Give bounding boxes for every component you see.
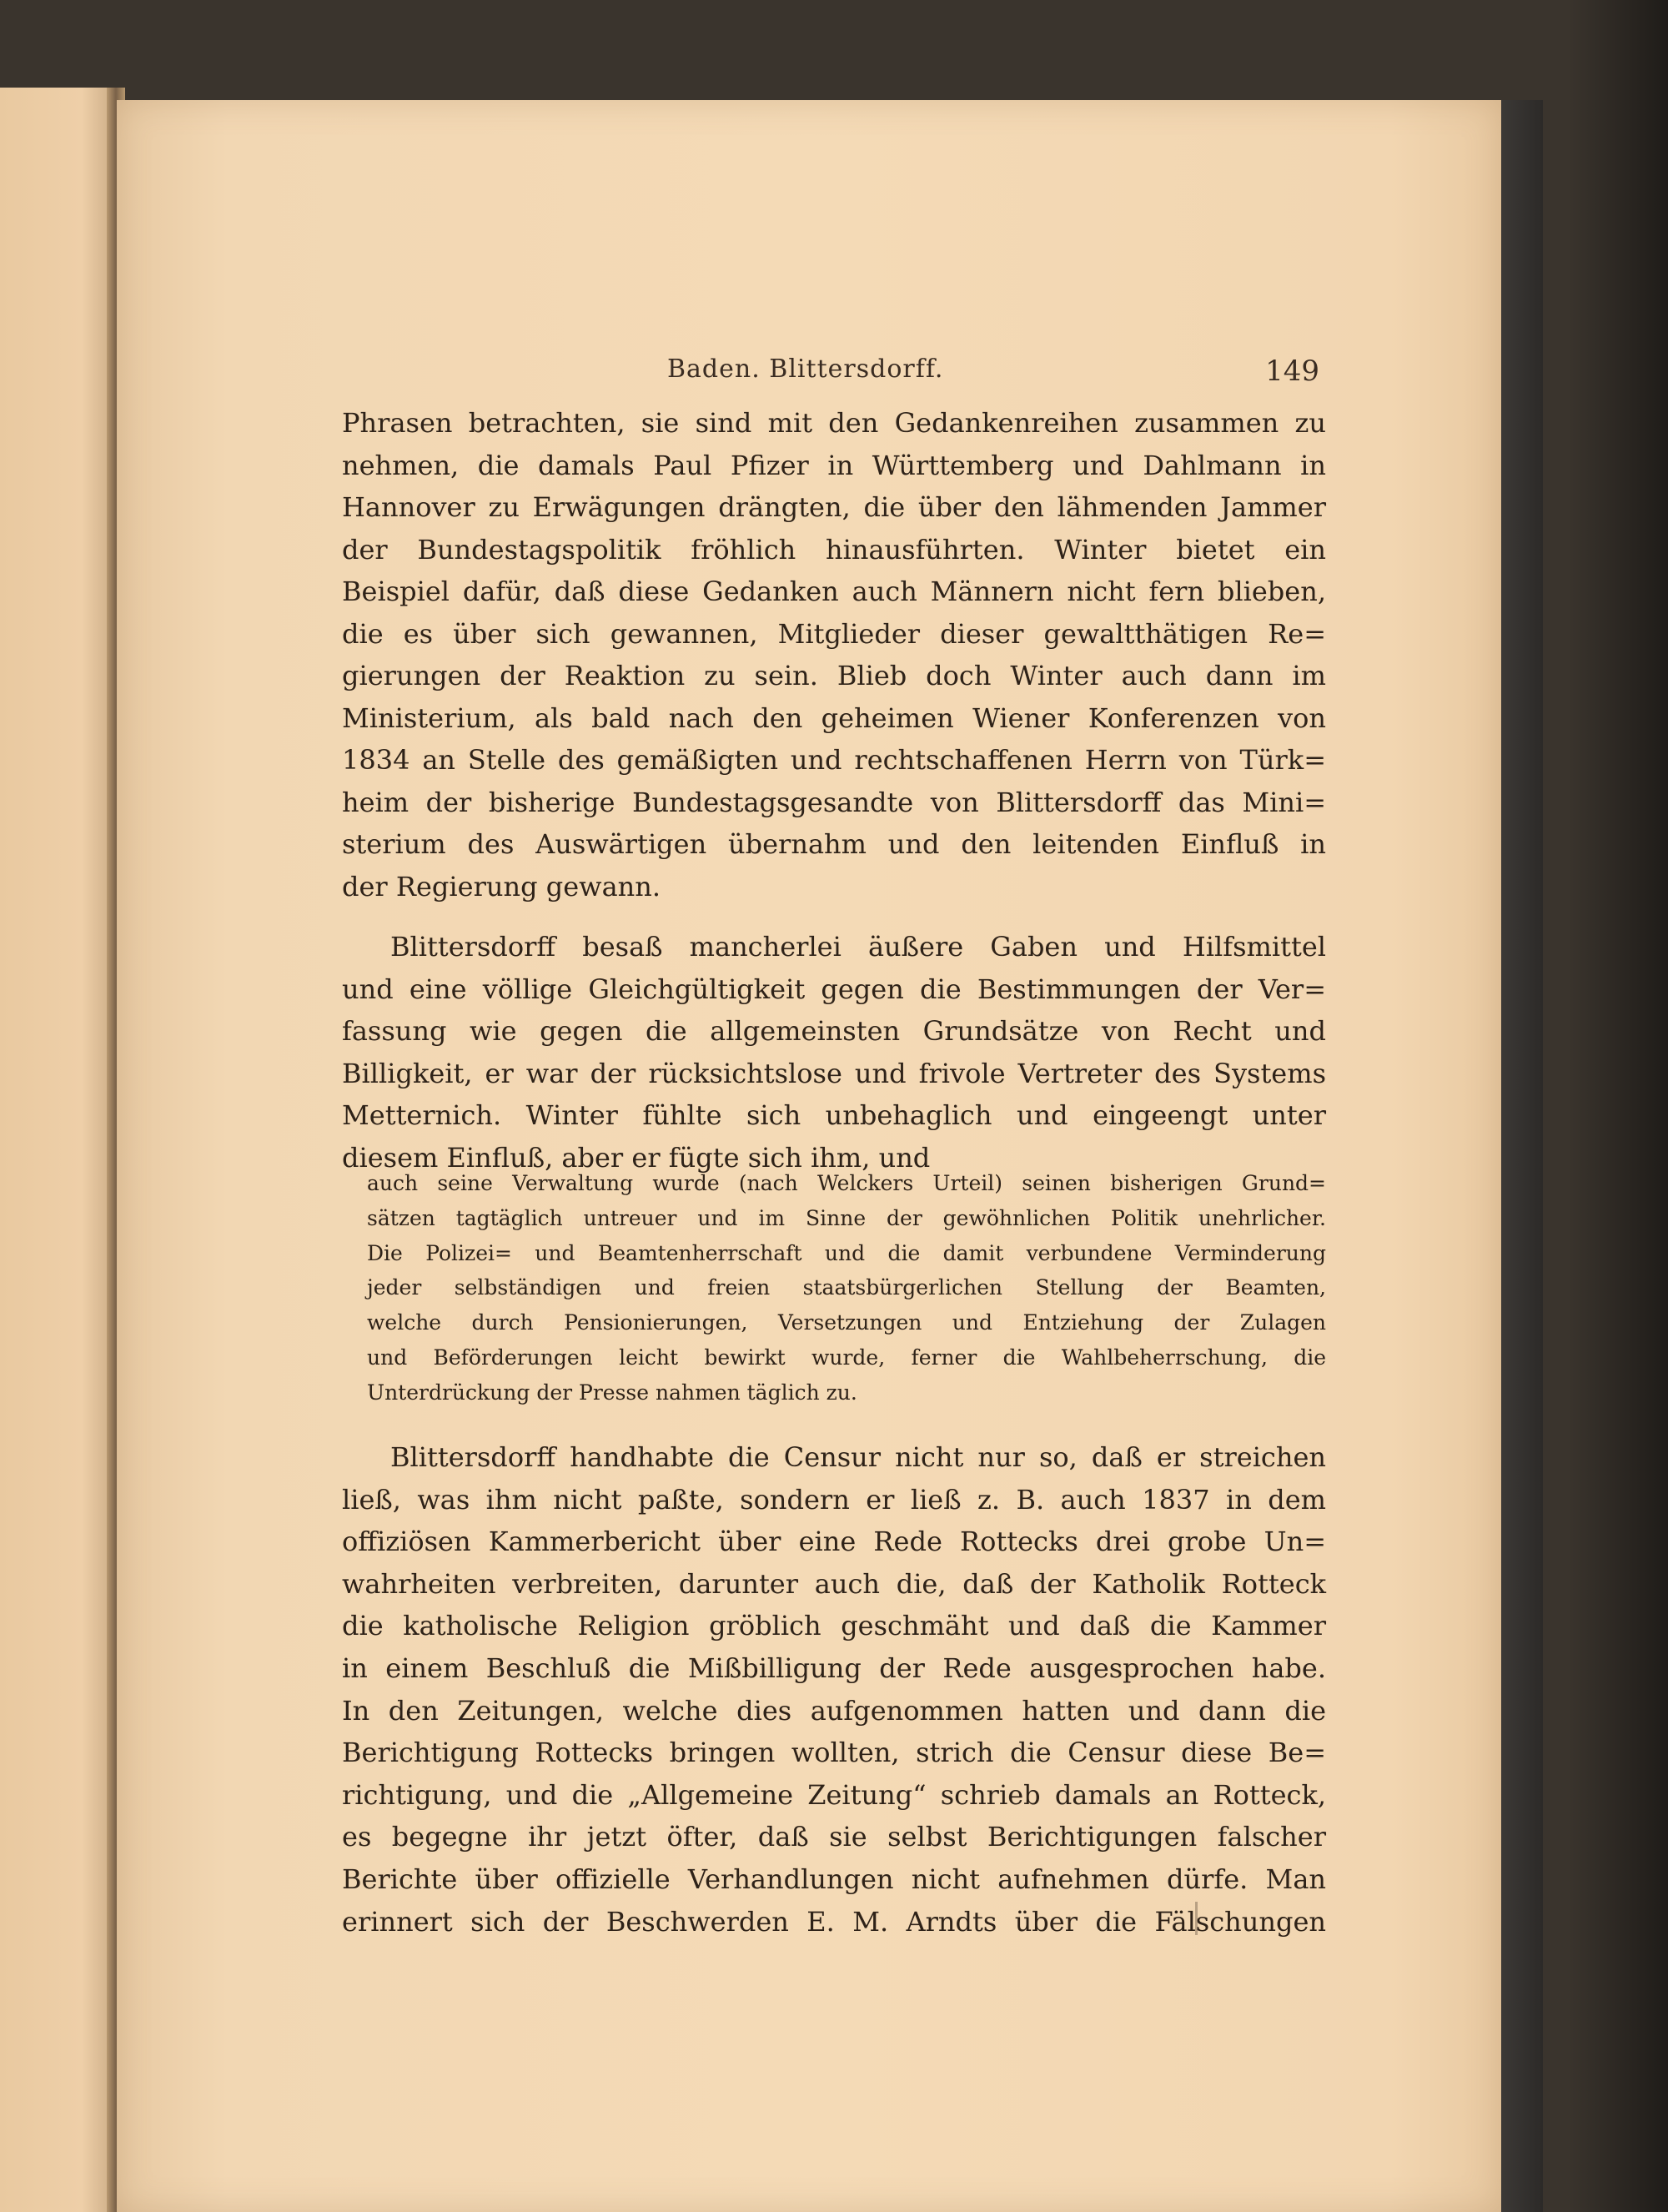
- text-line: wahrheiten verbreiten, darunter auch die, daß der Katholik Rotteck: [342, 1567, 1326, 1600]
- text-line: ließ, was ihm nicht paßte, sondern er ließ z. B. auch 1837 in dem: [342, 1483, 1326, 1516]
- previous-page-edge: [0, 88, 117, 2212]
- text-line: gierungen der Reaktion zu sein. Blieb doch Winter auch dann im: [342, 660, 1326, 691]
- text-line: der Bundestagspolitik fröhlich hinausführten. Winter bietet ein: [342, 533, 1326, 566]
- text-line: die katholische Religion gröblich geschmäht und daß die Kammer: [342, 1610, 1326, 1642]
- paragraph-2: [342, 926, 1326, 1179]
- page-number: 149: [1265, 354, 1319, 388]
- paragraph-1: [342, 402, 1326, 907]
- quote-line: Die Polizei= und Beamtenherrschaft und die damit verbundene Verminderung: [367, 1240, 1326, 1265]
- page-header: [117, 354, 1501, 396]
- text-line: Blittersdorff handhabte die Censur nicht nur so, daß er streichen: [390, 1441, 1326, 1473]
- quote-line: und Beförderungen leicht bewirkt wurde, ferner die Wahlbeherrschung, die: [367, 1345, 1326, 1370]
- text-line: die es über sich gewannen, Mitglieder dieser gewaltthätigen Re=: [342, 617, 1326, 650]
- text-line: fassung wie gegen die allgemeinsten Grundsätze von Recht und: [342, 1015, 1326, 1047]
- quote-line: auch seine Verwaltung wurde (nach Welckers Urteil) seinen bisherigen Grund=: [367, 1171, 1326, 1195]
- text-line: offiziösen Kammerbericht über eine Rede Rottecks drei grobe Un=: [342, 1526, 1326, 1558]
- text-line: in einem Beschluß die Mißbilligung der Rede ausgesprochen habe.: [342, 1651, 1326, 1684]
- text-line: Ministerium, als bald nach den geheimen Wiener Konferenzen von: [342, 701, 1326, 734]
- text-line: Blittersdorff besaß mancherlei äußere Gaben und Hilfsmittel: [390, 931, 1326, 963]
- quote-line: sätzen tagtäglich untreuer und im Sinne der gewöhnlichen Politik unehrlicher.: [367, 1205, 1326, 1230]
- block-quote: [367, 1166, 1326, 1410]
- quote-line: welche durch Pensionierungen, Versetzungen und Entziehung der Zulagen: [367, 1310, 1326, 1335]
- quote-line: jeder selbständigen und freien staatsbürgerlichen Stellung der Beamten,: [367, 1275, 1326, 1300]
- text-line: Beispiel dafür, daß diese Gedanken auch Männern nicht fern blieben,: [342, 576, 1326, 607]
- text-line: Hannover zu Erwägungen drängten, die über den lähmenden Jammer: [342, 491, 1326, 523]
- text-line: erinnert sich der Beschwerden E. M. Arndts über die Fälschungen: [342, 1905, 1326, 1938]
- text-line: Metternich. Winter fühlte sich unbehaglich und eingeengt unter: [342, 1099, 1326, 1131]
- text-line: es begegne ihr jetzt öfter, daß sie selbst Berichtigungen falscher: [342, 1821, 1326, 1853]
- pencil-mark: [1195, 1902, 1198, 1935]
- text-line: der Regierung gewann.: [342, 870, 661, 902]
- text-line: und eine völlige Gleichgültigkeit gegen die Bestimmungen der Ver=: [342, 973, 1326, 1005]
- paragraph-3: [342, 1436, 1326, 1943]
- text-line: Berichte über offizielle Verhandlungen nicht aufnehmen dürfe. Man: [342, 1863, 1326, 1895]
- text-line: 1834 an Stelle des gemäßigten und rechtschaffenen Herrn von Türk=: [342, 744, 1326, 776]
- running-head: Baden. Blittersdorff.: [667, 354, 944, 384]
- quote-line: Unterdrückung der Presse nahmen täglich zu.: [367, 1380, 857, 1405]
- text-line: Berichtigung Rottecks bringen wollten, strich die Censur diese Be=: [342, 1737, 1326, 1769]
- text-line: Phrasen betrachten, sie sind mit den Gedankenreihen zusammen zu: [342, 407, 1326, 439]
- text-line: sterium des Auswärtigen übernahm und den leitenden Einfluß in: [342, 828, 1326, 860]
- text-line: richtigung, und die „Allgemeine Zeitung“ schrieb damals an Rotteck,: [342, 1778, 1326, 1811]
- text-line: heim der bisherige Bundestagsgesandte von Blittersdorff das Mini=: [342, 786, 1326, 818]
- text-line: nehmen, die damals Paul Pfizer in Württemberg und Dahlmann in: [342, 449, 1326, 481]
- text-line: diesem Einfluß, aber er fügte sich ihm, und: [342, 1141, 931, 1174]
- text-line: In den Zeitungen, welche dies aufgenommen hatten und dann die: [342, 1694, 1326, 1727]
- text-line: Billigkeit, er war der rücksichtslose und frivole Vertreter des Systems: [342, 1057, 1326, 1089]
- book-page: [117, 100, 1501, 2212]
